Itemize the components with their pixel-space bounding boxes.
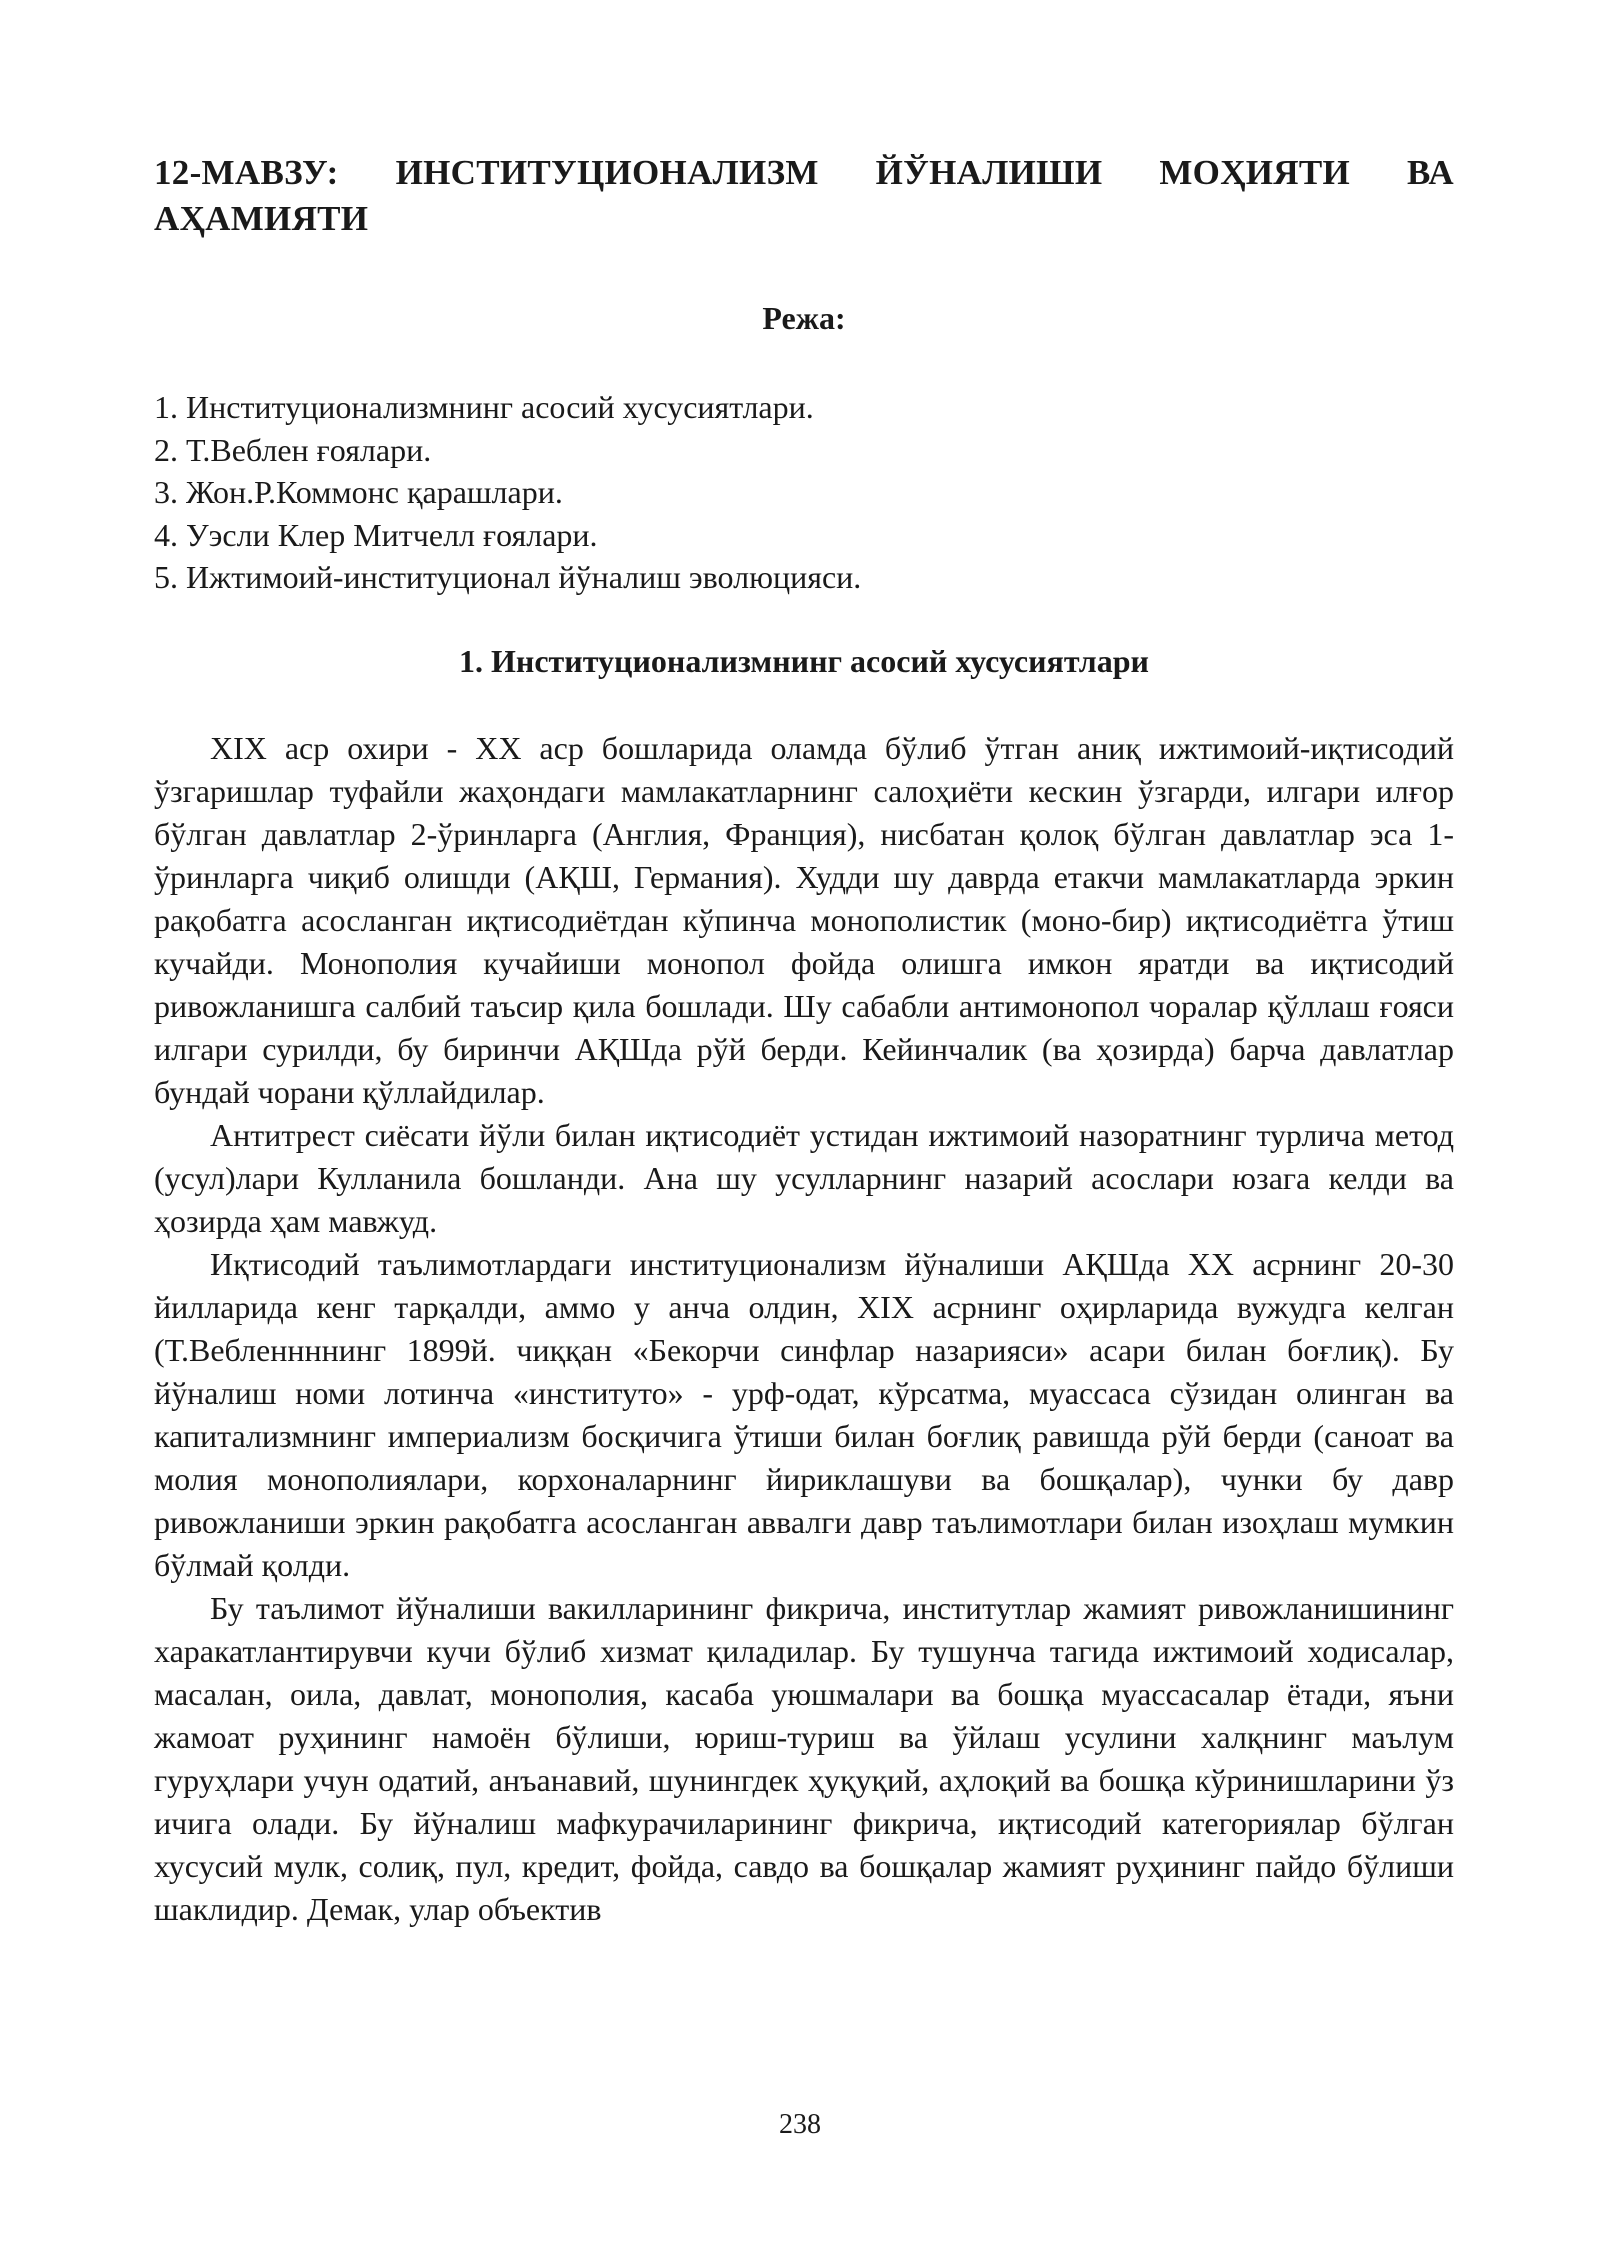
section-heading: 1. Институционализмнинг асосий хусусиятлари (459, 642, 1149, 679)
paragraph: Антитрест сиёсати йўли билан иқтисодиёт устидан ижтимоий назоратнинг турлича метод (усул)лари Кулланила бошланди. Ана шу усулларнинг назарий асослари юзага келди ва ҳозирда ҳам мавжуд. (154, 1116, 1454, 1239)
document-page (154, 150, 1454, 1931)
plan-item: 1. Институционализмнинг асосий хусусиятлари. (154, 389, 814, 425)
plan-item: 3. Жон.Р.Коммонс қарашлари. (154, 474, 563, 510)
plan-item: 2. Т.Веблен ғоялари. (154, 431, 432, 468)
plan-item: 4. Уэсли Клер Митчелл ғоялари. (154, 516, 598, 553)
plan-list (154, 386, 1454, 599)
page-title: 12-МАВЗУ: ИНСТИТУЦИОНАЛИЗМ ЙЎНАЛИШИ МОҲИЯТИ ВА АҲАМИЯТИ (154, 153, 1454, 238)
page-number: 238 (779, 2109, 821, 2140)
plan-item: 5. Ижтимоий-институционал йўналиш эволюцияси. (154, 559, 862, 595)
plan-heading: Режа: (762, 300, 846, 336)
paragraph: XIX аср охири - XX аср бошларида оламда бўлиб ўтган аниқ ижтимоий-иқтисодий ўзгаришлар туфайли жаҳондаги мамлакатларнинг салоҳиёти кескин ўзгарди, илгари илғор бўлган давлатлар 2-ўринларга (Англия, Франция), нисбатан қолоқ бўлган давлатлар эса 1-ўринларга чиқиб олишди (АҚШ, Германия). Худди шу даврда етакчи мамлакатларда эркин рақобатга асосланган иқтисодиётдан кўпинча монополистик (моно-бир) иқтисодиётга ўтиш кучайди. Монополия кучайиши монопол фойда олишга имкон яратди ва иқтисодий ривожланишга салбий таъсир қила бошлади. Шу сабабли антимонопол чоралар қўллаш ғояси илгари сурилди, бу биринчи АҚШда рўй берди. Кейинчалик (ва ҳозирда) барча давлатлар бундай чорани қўллайдилар. (154, 729, 1454, 1110)
paragraph: Бу таълимот йўналиши вакилларининг фикрича, институтлар жамият ривожланишининг харакатлантирувчи кучи бўлиб хизмат қиладилар. Бу тушунча тагида ижтимоий ходисалар, масалан, оила, давлат, монополия, касаба уюшмалари ва бошқа муассасалар ётади, яъни жамоат руҳининг намоён бўлиши, юриш-туриш ва ўйлаш усулини халқнинг маълум гуруҳлари учун одатий, анъанавий, шунингдек ҳуқуқий, аҳлоқий ва бошқа кўринишларини ўз ичига олади. Бу йўналиш мафкурачиларининг фикрича, иқтисодий категориялар бўлган хусусий мулк, солиқ, пул, кредит, фойда, савдо ва бошқалар жамият руҳининг пайдо бўлиши шаклидир. Демак, улар объектив (154, 1589, 1454, 1927)
paragraph: Иқтисодий таълимотлардаги институционализм йўналиши АҚШда XX асрнинг 20-30 йилларида кенг тарқалди, аммо у анча олдин, XIX асрнинг оҳирларида вужудга келган (Т.Вебленнннинг 1899й. чиққан «Бекорчи синфлар назарияси» асари билан боғлиқ). Бу йўналиш номи лотинча «институто» - урф-одат, кўрсатма, муассаса сўзидан олинган ва капитализмнинг империализм босқичига ўтиши билан боғлиқ равишда рўй берди (саноат ва молия монополиялари, корхоналарнинг йириклашуви ва бошқалар), чунки бу давр ривожланиши эркин рақобатга асосланган аввалги давр таълимотлари билан изоҳлаш мумкин бўлмай қолди. (154, 1245, 1454, 1583)
section-body (154, 727, 1454, 1931)
